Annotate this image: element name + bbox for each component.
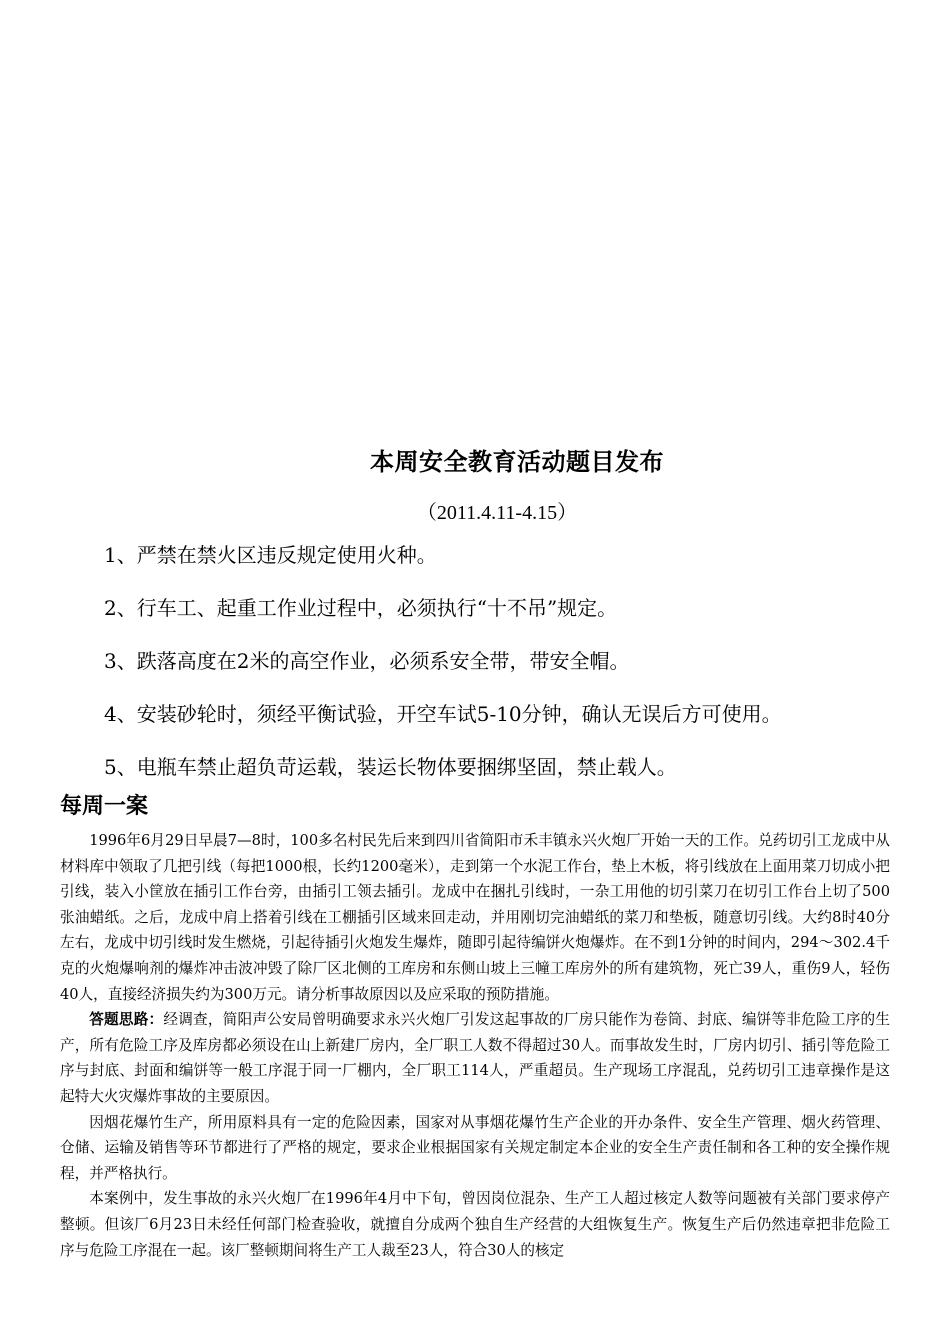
rule-item: 4、安装砂轮时，须经平衡试验，开空车试5-10分钟，确认无误后方可使用。 xyxy=(104,702,782,726)
page-title: 本周安全教育活动题目发布 xyxy=(370,448,664,476)
rule-item: 2、行车工、起重工作业过程中，必须执行“十不吊”规定。 xyxy=(104,596,618,620)
rule-list xyxy=(104,540,924,805)
answer-lead: 答题思路： xyxy=(89,1011,164,1029)
rule-item: 1、严禁在禁火区违反规定使用火种。 xyxy=(104,543,437,567)
rule-item: 5、电瓶车禁止超负苛运载，装运长物体要捆绑坚固，禁止载人。 xyxy=(104,755,677,779)
body-paragraph: 本案例中，发生事故的永兴火炮厂在1996年4月中下旬，曾因岗位混杂、生产工人超过核定人数等问题被有关部门要求停产整顿。但该厂6月23日未经任何部门检查验收，就擅自分成两个独自生产经营的大组恢复生产。恢复生产后仍然违章把非危险工序与危险工序混在一起。该厂整顿期间将生产工人裁至23人，符合30人的核定 xyxy=(60,1190,890,1259)
rule-item: 3、跌落高度在2米的高空作业，必须系安全带，带安全帽。 xyxy=(104,649,630,673)
case-paragraph: 1996年6月29日早晨7—8时，100多名村民先后来到四川省简阳市禾丰镇永兴火炮厂开始一天的工作。兑药切引工龙成中从材料库中领取了几把引线（每把1000根，长约1200毫米），走到第一个水泥工作台，垫上木板，将引线放在上面用菜刀切成小把引线，装入小筐放在插引工作台旁，由插引工领去插引。龙成中在捆扎引线时，一杂工用他的切引菜刀在切引工作台上切了500张油蜡纸。之后，龙成中肩上搭着引线在工棚插引区域来回走动，并用刚切完油蜡纸的菜刀和垫板，随意切引线。大约8时40分左右，龙成中切引线时发生燃烧，引起待插引火炮发生爆炸，随即引起待编饼火炮爆炸。在不到1分钟的时间内，294～302.4千克的火炮爆响剂的爆炸冲击波冲毁了除厂区北侧的工库房和东侧山坡上三幢工库房外的所有建筑物，死亡39人，重伤9人，轻伤40人，直接经济损失约为300万元。请分析事故原因以及应采取的预防措施。 xyxy=(60,832,890,1003)
answer-text: 经调查，简阳声公安局曾明确要求永兴火炮厂引发这起事故的厂房只能作为卷筒、封底、编饼等非危险工序的生产，所有危险工序及库房都必须设在山上新建厂房内，全厂职工人数不得超过30人。而事故发生时，厂房内切引、插引等危险工序与封底、封面和编饼等一般工序混于同一厂棚内，全厂职工114人，严重超员。生产现场工序混乱，兑药切引工违章操作是这起特大火灾爆炸事故的主要原因。 xyxy=(60,1011,890,1105)
case-heading: 每周一案 xyxy=(60,794,149,819)
date-range: （2011.4.11-4.15） xyxy=(416,502,578,524)
body-paragraph: 因烟花爆竹生产，所用原料具有一定的危险因素，国家对从事烟花爆竹生产企业的开办条件、安全生产管理、烟火药管理、仓储、运输及销售等环节都进行了严格的规定，要求企业根据国家有关规定制定本企业的安全生产责任制和各工种的安全操作规程，并严格执行。 xyxy=(60,1113,890,1182)
case-body xyxy=(60,828,890,1263)
answer-paragraph xyxy=(60,1007,890,1109)
